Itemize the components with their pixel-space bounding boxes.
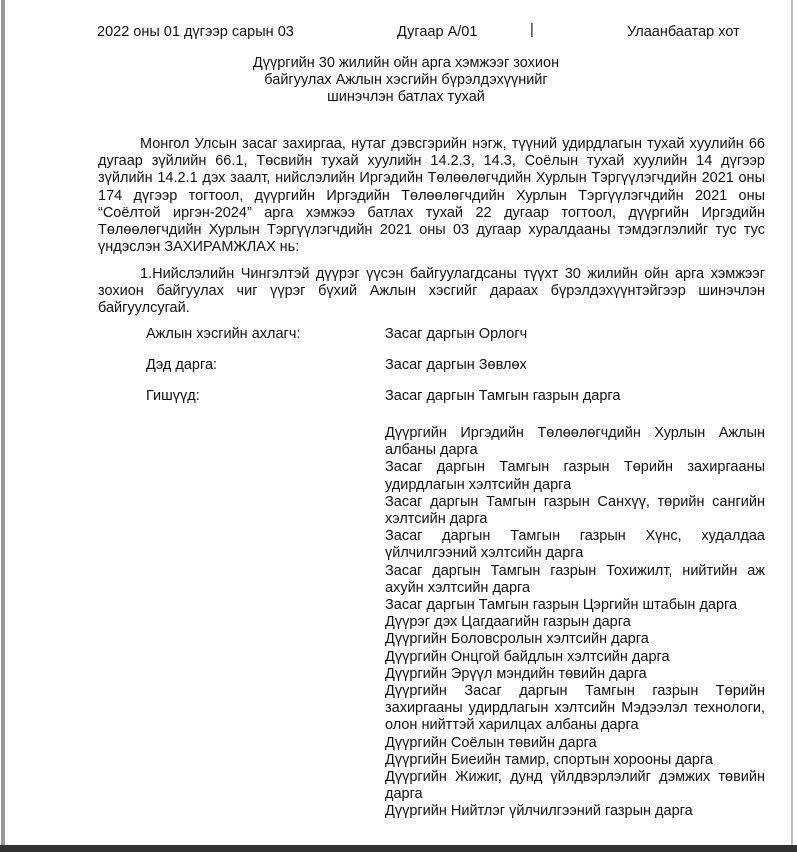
member-item: Дүүрэг дэх Цагдаагийн газрын дарга [385,614,631,631]
member-item: Дүүргийн Эрүүл мэндийн төвийн дарга [385,665,647,682]
title-line-2: байгуулах Ажлын хэсгийн бүрэлдэхүүнийг [264,72,548,89]
role-row-deputy [146,357,765,374]
role-value: Засаг даргын Зөвлөх [385,357,527,374]
member-item: Дүүргийн Онцгой байдлын хэлтсийн дарга [385,648,670,665]
member-item: Дүүргийн Соёлын төвийн дарга [385,734,597,751]
member-item: Дүүргийн Нийтлэг үйлчилгээний газрын дарга [385,803,693,820]
member-item: Дүүргийн Жижиг, дунд үйлдвэрлэлийг дэмжих төвийн дарга [385,769,765,803]
member-item: Дүүргийн Иргэдийн Төлөөлөгчдийн Хурлын Ажлын албаны дарга [385,425,765,459]
member-item: Дүүргийн Боловсролын хэлтсийн дарга [385,631,649,648]
role-label: Гишүүд: [146,388,200,405]
page-right-edge [791,0,793,852]
document-title [95,55,717,107]
working-group-roles [146,326,765,420]
preamble-paragraph: Монгол Улсын засаг захиргаа, нутаг дэвсгэрийн нэгж, түүний удирдлагын тухай хуулийн 66 дугаар зүйлийн 66.1, Төсвийн тухай хуулийн 14.2.3, 14.3, Соёлын тухай хуулийн 14 дүгээр зүйлийн 14.2.1 дэх заалт, нийслэлийн Иргэдийн Төлөөлөгчдийн Хурлын Тэргүүлэгчдийн 2021 оны 174 дүгээр тогтоол, дүүргийн Иргэдийн Төлөөлөгчдийн Хурлын Тэргүүлэгчдийн 2021 оны “Соёлтой иргэн-2024” арга хэмжээ батлах тухай 22 дугаар тогтоол, дүүргийн Иргэдийн Төлөөлөгчдийн Хурлын Тэргүүлэгчдийн 2021 оны 03 дугаар хуралдааны тэмдэглэлийг тус тус үндэслэн ЗАХИРАМЖЛАХ нь: [98,136,765,256]
page-left-edge [1,0,5,852]
document-date: 2022 оны 01 дүгээр сарын 03 [97,24,294,40]
role-row-members [146,388,765,405]
role-label: Дэд дарга: [146,357,218,374]
title-line-1: Дүүргийн 30 жилийн ойн арга хэмжээг зохион [252,55,560,71]
role-value: Засаг даргын Тамгын газрын дарга [385,388,621,405]
document-number: Дугаар А/01 [397,24,478,40]
clause-1-paragraph: 1.Нийслэлийн Чингэлтэй дүүрэг үүсэн байгуулагдсаны түүхт 30 жилийн ойн арга хэмжээг зохион байгуулах чиг үүрэг бүхий Ажлын хэсгийг дараах бүрэлдэхүүнтэйгээр шинэчлэн байгуулсугай. [98,266,765,317]
page-bottom-bar [0,845,797,852]
title-line-3: шинэчлэн батлах тухай [327,89,485,106]
member-item: Засаг даргын Тамгын газрын Санхүү, төрийн сангийн хэлтсийн дарга [385,493,765,528]
member-item: Дүүргийн Биеийн тамир, спортын хорооны дарга [385,751,713,768]
member-item: Засаг даргын Тамгын газрын Төрийн захиргааны удирдлагын хэлтсийн дарга [385,459,765,493]
member-item: Засаг даргын Тамгын газрын Тохижилт, нийтийн аж ахуйн хэлтсийн дарга [385,562,765,596]
header-separator-bar: | [530,22,534,38]
role-label: Ажлын хэсгийн ахлагч: [146,326,301,342]
role-row-head [146,326,765,343]
role-value: Засаг даргын Орлогч [385,326,528,342]
member-item: Засаг даргын Тамгын газрын Хүнс, худалдаа үйлчилгээний хэлтсийн дарга [385,528,765,562]
member-item: Дүүргийн Засаг даргын Тамгын газрын Төрийн захиргааны удирдлагын хэлтсийн Мэдээлэл технологи, олон нийттэй харилцах албаны дарга [385,683,765,734]
members-list [385,425,765,821]
document-city: Улаанбаатар хот [627,24,740,40]
member-item: Засаг даргын Тамгын газрын Цэргийн штабын дарга [385,597,738,614]
